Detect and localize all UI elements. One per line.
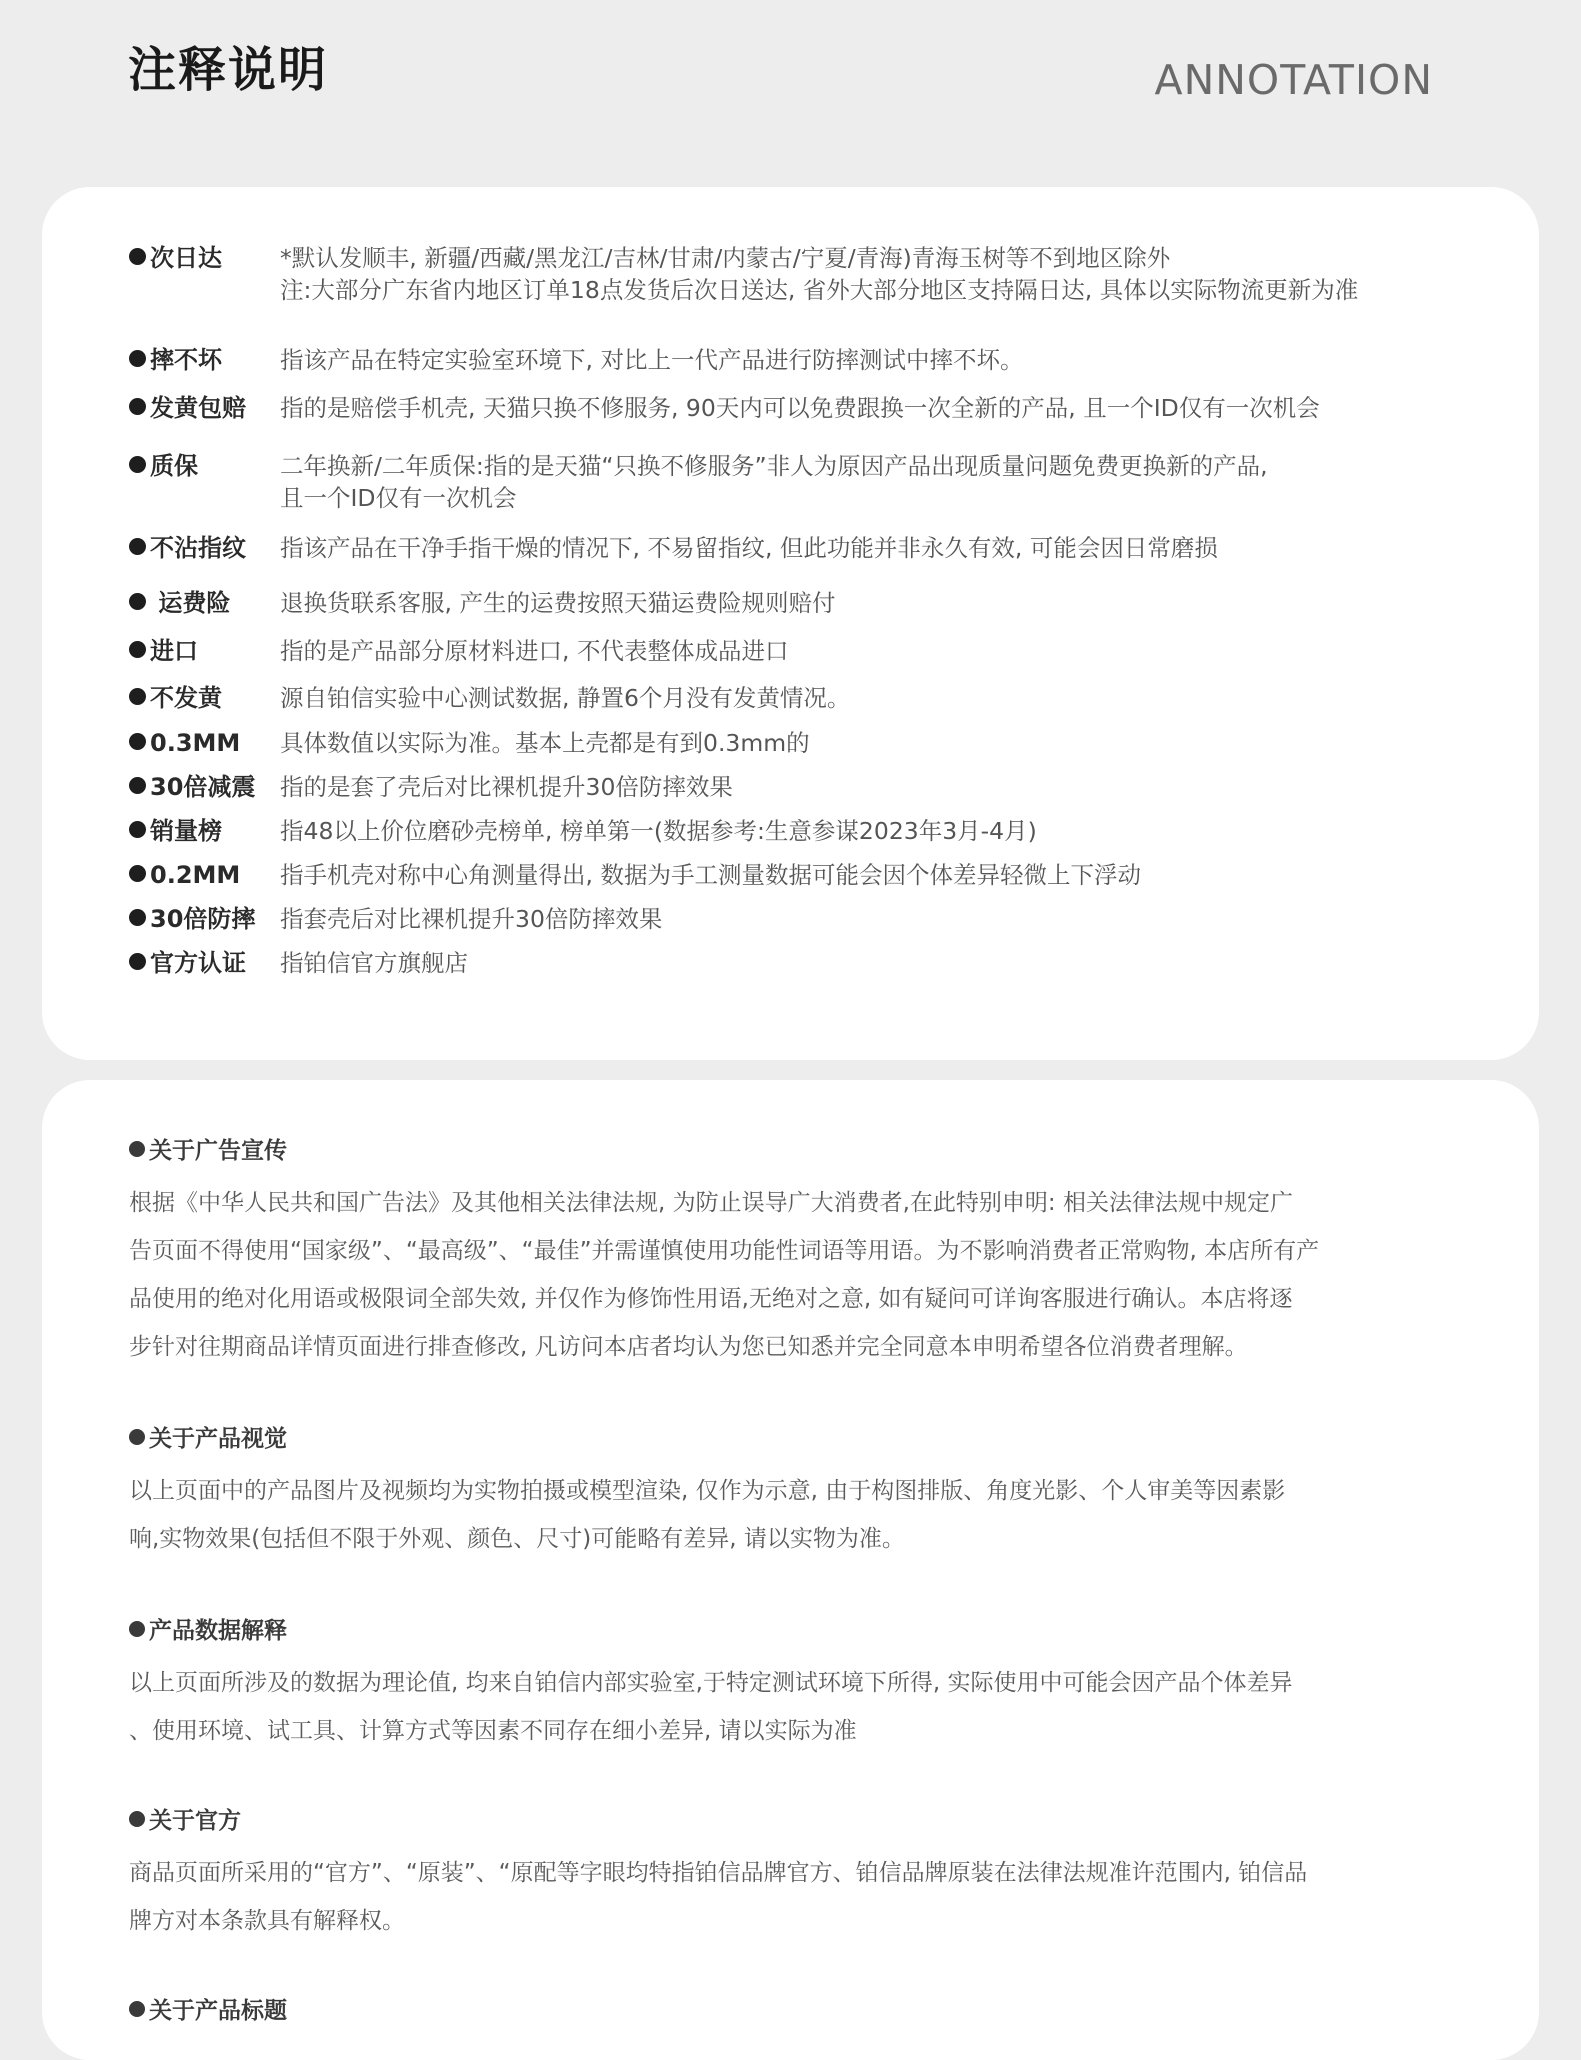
annotation-text-line: 指的是产品部分原材料进口, 不代表整体成品进口 (280, 637, 789, 665)
section-heading-text: 关于产品标题 (149, 1998, 287, 2024)
disclaimer-section (129, 1423, 1509, 1563)
bullet-dot-icon (129, 1621, 145, 1637)
bullet-dot-icon (129, 1141, 145, 1157)
annotation-text (280, 903, 662, 935)
annotation-text-line: 指的是套了壳后对比裸机提升30倍防摔效果 (280, 773, 733, 801)
section-body (129, 1849, 1509, 1945)
bullet-dot-icon (129, 2001, 145, 2017)
bullet-dot-icon (129, 909, 146, 926)
bullet-dot-icon (129, 733, 146, 750)
annotation-label (129, 903, 255, 935)
annotation-text-line: 指该产品在干净手指干燥的情况下, 不易留指纹, 但此功能并非永久有效, 可能会因日常磨损 (280, 534, 1218, 562)
annotation-label-text: 次日达 (150, 244, 222, 272)
section-heading (129, 1135, 1509, 1167)
annotation-label-text: 进口 (150, 637, 198, 665)
annotation-text-line: 指该产品在特定实验室环境下, 对比上一代产品进行防摔测试中摔不坏。 (280, 346, 1024, 374)
annotation-text (280, 242, 1358, 306)
bullet-dot-icon (129, 350, 146, 367)
annotation-text (280, 344, 1023, 376)
bullet-dot-icon (129, 538, 146, 555)
annotation-label-text: 发黄包赔 (150, 394, 246, 422)
bullet-dot-icon (129, 456, 146, 473)
annotation-label-text: 摔不坏 (150, 346, 222, 374)
section-heading (129, 1805, 1509, 1837)
annotation-label (129, 682, 222, 714)
bullet-dot-icon (129, 248, 146, 265)
bullet-dot-icon (129, 953, 146, 970)
page-header (0, 0, 1581, 160)
annotation-label (129, 587, 230, 619)
annotation-text-line: 二年换新/二年质保:指的是天猫“只换不修服务”非人为原因产品出现质量问题免费更换新的产品, (280, 452, 1268, 480)
annotation-text-line: 退换货联系客服, 产生的运费按照天猫运费险规则赔付 (280, 589, 836, 617)
annotation-label (129, 947, 246, 979)
annotation-label (129, 859, 240, 891)
annotation-label (129, 344, 222, 376)
annotation-text-line: *默认发顺丰, 新疆/西藏/黑龙江/吉林/甘肃/内蒙古/宁夏/青海)青海玉树等不到地区除外 (280, 244, 1171, 272)
annotation-text-line: 注:大部分广东省内地区订单18点发货后次日送达, 省外大部分地区支持隔日达, 具体以实际物流更新为准 (280, 276, 1359, 304)
annotation-text (280, 532, 1218, 564)
bullet-dot-icon (129, 865, 146, 882)
section-body-line: 告页面不得使用“国家级”、“最高级”、“最佳”并需谨慎使用功能性词语等用语。为不影响消费者正常购物, 本店所有产 (129, 1238, 1320, 1264)
section-body-line: 品使用的绝对化用语或极限词全部失效, 并仅作为修饰性用语,无绝对之意, 如有疑问可详询客服进行确认。本店将逐 (129, 1286, 1293, 1312)
annotation-label (129, 242, 222, 274)
section-body (129, 1659, 1509, 1755)
section-body-line: 根据《中华人民共和国广告法》及其他相关法律法规, 为防止误导广大消费者,在此特别申明: 相关法律法规中规定广 (129, 1190, 1293, 1216)
bullet-dot-icon (129, 777, 146, 794)
section-heading-text: 关于官方 (149, 1808, 241, 1834)
annotation-text (280, 682, 850, 714)
annotation-label (129, 815, 222, 847)
annotation-text-line: 指48以上价位磨砂壳榜单, 榜单第一(数据参考:生意参谋2023年3月-4月) (280, 817, 1037, 845)
page-subtitle-en: ANNOTATION (1154, 56, 1433, 104)
annotation-label-text: 0.2MM (150, 861, 241, 889)
annotation-text-line: 且一个ID仅有一次机会 (280, 484, 517, 512)
disclaimer-card (42, 1080, 1539, 2060)
page-title: 注释说明 (128, 42, 329, 98)
annotation-label (129, 450, 198, 482)
section-body-line: 牌方对本条款具有解释权。 (129, 1908, 405, 1934)
annotation-card (42, 187, 1539, 1060)
annotation-label-text: 不沾指纹 (150, 534, 246, 562)
annotation-label (129, 635, 198, 667)
annotation-label-text: 销量榜 (150, 817, 222, 845)
annotation-text-line: 源自铂信实验中心测试数据, 静置6个月没有发黄情况。 (280, 684, 851, 712)
section-body-line: 以上页面所涉及的数据为理论值, 均来自铂信内部实验室,于特定测试环境下所得, 实际使用中可能会因产品个体差异 (129, 1670, 1293, 1696)
section-body (129, 1467, 1509, 1563)
annotation-text (280, 392, 1320, 424)
annotation-text-line: 指的是赔偿手机壳, 天猫只换不修服务, 90天内可以免费跟换一次全新的产品, 且一个ID仅有一次机会 (280, 394, 1320, 422)
annotation-text (280, 859, 1141, 891)
bullet-dot-icon (129, 641, 146, 658)
disclaimer-section (129, 1615, 1509, 1755)
annotation-label (129, 392, 246, 424)
bullet-dot-icon (129, 398, 146, 415)
annotation-text-line: 具体数值以实际为准。基本上壳都是有到0.3mm的 (280, 729, 810, 757)
bullet-dot-icon (129, 688, 146, 705)
annotation-label-text: 质保 (150, 452, 198, 480)
bullet-dot-icon (129, 1811, 145, 1827)
section-heading (129, 1615, 1509, 1647)
section-body (129, 1179, 1509, 1371)
section-body-line: 步针对往期商品详情页面进行排查修改, 凡访问本店者均认为您已知悉并完全同意本申明希望各位消费者理解。 (129, 1334, 1248, 1360)
annotation-label-text: 不发黄 (150, 684, 222, 712)
section-heading-text: 关于广告宣传 (149, 1138, 287, 1164)
annotation-text (280, 450, 1268, 514)
disclaimer-section (129, 1995, 1509, 2027)
annotation-text (280, 815, 1037, 847)
disclaimer-section (129, 1805, 1509, 1945)
section-body-line: 响,实物效果(包括但不限于外观、颜色、尺寸)可能略有差异, 请以实物为准。 (129, 1526, 905, 1552)
section-heading-text: 产品数据解释 (149, 1618, 287, 1644)
annotation-label (129, 727, 240, 759)
section-heading (129, 1423, 1509, 1455)
section-body-line: 、使用环境、试工具、计算方式等因素不同存在细小差异, 请以实际为准 (129, 1718, 857, 1744)
annotation-text (280, 587, 835, 619)
section-heading-text: 关于产品视觉 (149, 1426, 287, 1452)
annotation-label (129, 771, 255, 803)
section-body-line: 以上页面中的产品图片及视频均为实物拍摄或模型渲染, 仅作为示意, 由于构图排版、角度光影、个人审美等因素影 (129, 1478, 1286, 1504)
annotation-text (280, 727, 810, 759)
annotation-label-text: 官方认证 (150, 949, 246, 977)
bullet-dot-icon (129, 821, 146, 838)
annotation-text (280, 947, 468, 979)
section-heading (129, 1995, 1509, 2027)
annotation-text (280, 635, 788, 667)
bullet-dot-icon (129, 1429, 145, 1445)
annotation-label-text: 运费险 (150, 589, 231, 617)
annotation-text (280, 771, 733, 803)
annotation-text-line: 指手机壳对称中心角测量得出, 数据为手工测量数据可能会因个体差异轻微上下浮动 (280, 861, 1141, 889)
annotation-label-text: 30倍减震 (150, 773, 256, 801)
bullet-dot-icon (129, 593, 146, 610)
annotation-label-text: 30倍防摔 (150, 905, 256, 933)
annotation-label (129, 532, 246, 564)
section-body-line: 商品页面所采用的“官方”、“原装”、“原配等字眼均特指铂信品牌官方、铂信品牌原装在法律法规准许范围内, 铂信品 (129, 1860, 1308, 1886)
annotation-label-text: 0.3MM (150, 729, 241, 757)
annotation-text-line: 指铂信官方旗舰店 (280, 949, 468, 977)
disclaimer-section (129, 1135, 1509, 1371)
annotation-text-line: 指套壳后对比裸机提升30倍防摔效果 (280, 905, 663, 933)
